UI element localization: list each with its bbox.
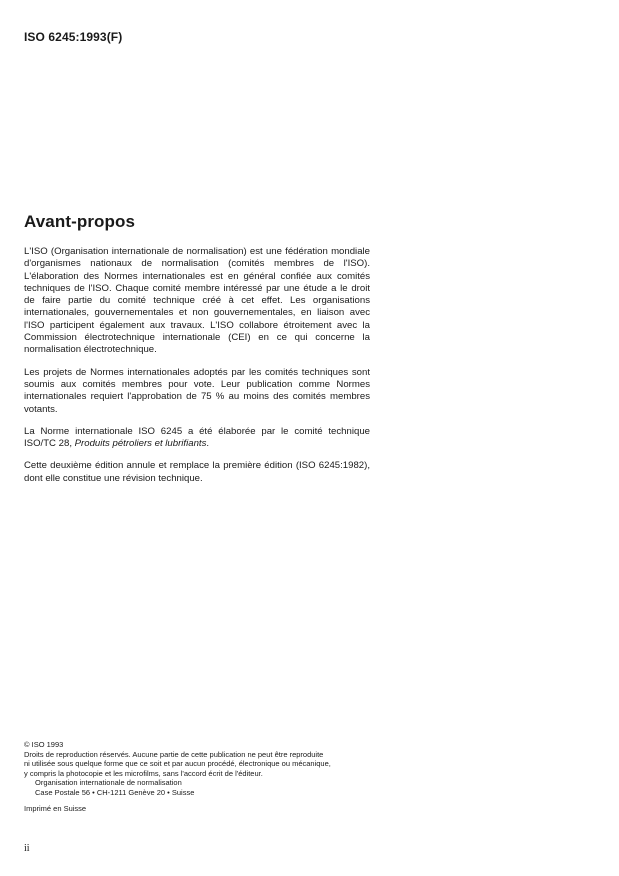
committee-title: Produits pétroliers et lubrifiants xyxy=(74,438,207,450)
copyright-notice: © ISO 1993 xyxy=(24,740,64,749)
foreword-body xyxy=(24,246,370,495)
paragraph-technical-committee-end: . xyxy=(206,438,210,450)
section-title: Avant-propos xyxy=(24,212,136,231)
paragraph-voting: Les projets de Normes internationales adoptés par les comités techniques sont soumis aux comités membres pour vote. Leur publication comme Normes internationales requiert l'approbation de 75 % au moins des comités membres votants. xyxy=(24,366,370,415)
page-number: ii xyxy=(24,843,30,854)
organisation-name: Organisation internationale de normalisation xyxy=(35,778,182,788)
paragraph-technical-committee-text: La Norme internationale ISO 6245 a été élaborée par le comité technique ISO/TC 28, xyxy=(24,425,370,450)
paragraph-iso-description: L'ISO (Organisation internationale de normalisation) est une fédération mondiale d'organismes nationaux de normalisation (comités membres de l'ISO). L'élaboration des Normes internationales est en général confiée aux comités techniques de l'ISO. Chaque comité membre intéressé par une étude a le droit de faire partie du comité technique créé à cet effet. Les organisations internationales, gouvernementales et non gouvernementales, en liaison avec l'ISO participent également aux travaux. L'ISO collabore étroitement avec la Commission électrotechnique internationale (CEI) en ce qui concerne la normalisation électrotechnique. xyxy=(24,246,370,356)
rights-line-1: Droits de reproduction réservés. Aucune partie de cette publication ne peut être reproduite xyxy=(24,749,324,759)
printed-in: Imprimé en Suisse xyxy=(24,803,87,813)
paragraph-technical-committee xyxy=(24,426,370,451)
document-id-header: ISO 6245:1993(F) xyxy=(24,30,123,44)
rights-line-2: ni utilisée sous quelque forme que ce soit et par aucun procédé, électronique ou mécanique, xyxy=(24,759,331,769)
organisation-address: Case Postale 56 • CH-1211 Genève 20 • Suisse xyxy=(35,787,195,797)
copyright-block xyxy=(24,740,404,813)
rights-line-3: y compris la photocopie et les microfilms, sans l'accord écrit de l'éditeur. xyxy=(24,768,263,778)
paragraph-edition-note: Cette deuxième édition annule et remplace la première édition (ISO 6245:1982), dont elle constitue une révision technique. xyxy=(24,460,370,484)
